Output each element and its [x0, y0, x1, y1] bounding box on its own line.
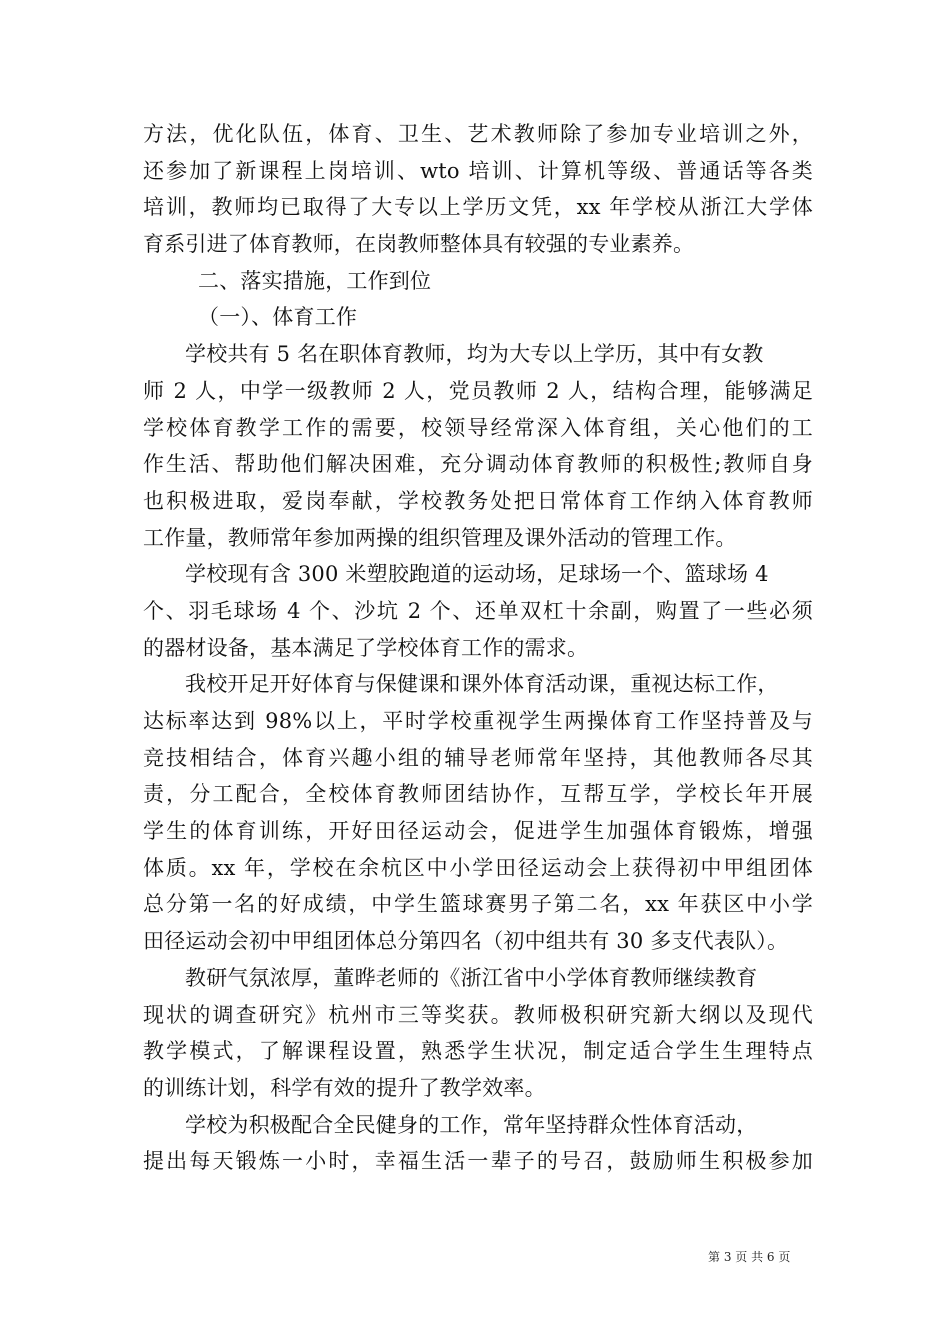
paragraph-line: 学校现有含 300 米塑胶跑道的运动场，足球场一个、篮球场 4: [185, 562, 769, 587]
paragraph-line: 师 2 人，中学一级教师 2 人，党员教师 2 人，结构合理，能够满足: [143, 378, 813, 403]
paragraph-line: 学校共有 5 名在职体育教师，均为大专以上学历，其中有女教: [185, 342, 764, 367]
paragraph-line: 工作量，教师常年参加两操的组织管理及课外活动的管理工作。: [143, 525, 737, 550]
paragraph-line: 培训，教师均已取得了大专以上学历文凭，xx 年学校从浙江大学体: [143, 195, 813, 220]
paragraph-line: 竞技相结合，体育兴趣小组的辅导老师常年坚持，其他教师各尽其: [143, 745, 813, 770]
paragraph-line: 责，分工配合，全校体育教师团结协作，互帮互学，学校长年开展: [143, 782, 813, 807]
paragraph-line: 还参加了新课程上岗培训、wto 培训、计算机等级、普通话等各类: [143, 158, 813, 183]
paragraph-line: 也积极进取，爱岗奉献，学校教务处把日常体育工作纳入体育教师: [143, 488, 813, 513]
paragraph-line: 田径运动会初中甲组团体总分第四名（初中组共有 30 多支代表队）。: [143, 929, 789, 954]
paragraph-line: 育系引进了体育教师，在岗教师整体具有较强的专业素养。: [143, 232, 695, 257]
paragraph-line: 体质。xx 年，学校在余杭区中小学田径运动会上获得初中甲组团体: [143, 855, 813, 880]
paragraph-line: 学校为积极配合全民健身的工作，常年坚持群众性体育活动，: [185, 1112, 758, 1137]
paragraph-line: 的器材设备，基本满足了学校体育工作的需求。: [143, 635, 589, 660]
paragraph-line: 教学模式，了解课程设置，熟悉学生状况，制定适合学生生理特点: [143, 1039, 813, 1064]
paragraph-line: 现状的调查研究》杭州市三等奖获。教师极积研究新大纲以及现代: [143, 1002, 813, 1027]
document-body: [143, 116, 813, 1180]
paragraph-line: 个、羽毛球场 4 个、沙坑 2 个、还单双杠十余副，购置了一些必须: [143, 598, 813, 623]
paragraph-line: 提出每天锻炼一小时，幸福生活一辈子的号召，鼓励师生积极参加: [143, 1149, 813, 1174]
paragraph-line: 达标率达到 98%以上，平时学校重视学生两操体育工作坚持普及与: [143, 709, 813, 733]
paragraph-line: 学校体育教学工作的需要，校领导经常深入体育组，关心他们的工: [143, 415, 813, 440]
subsection-heading: （一）、体育工作: [198, 305, 358, 330]
section-heading: 二、落实措施，工作到位: [198, 268, 432, 293]
paragraph-line: 的训练计划，科学有效的提升了教学效率。: [143, 1075, 546, 1100]
paragraph-line: 总分第一名的好成绩，中学生篮球赛男子第二名，xx 年获区中小学: [143, 892, 813, 917]
page-number-footer: 第 3 页 共 6 页: [708, 1250, 791, 1264]
paragraph-line: 学生的体育训练，开好田径运动会，促进学生加强体育锻炼，增强: [143, 819, 813, 844]
paragraph-line: 作生活、帮助他们解决困难，充分调动体育教师的积极性;教师自身: [143, 452, 813, 477]
paragraph-line: 我校开足开好体育与保健课和课外体育活动课，重视达标工作，: [185, 672, 779, 697]
paragraph-line: 方法，优化队伍，体育、卫生、艺术教师除了参加专业培训之外，: [143, 122, 813, 146]
paragraph-line: 教研气氛浓厚，董晔老师的《浙江省中小学体育教师继续教育: [185, 965, 758, 990]
